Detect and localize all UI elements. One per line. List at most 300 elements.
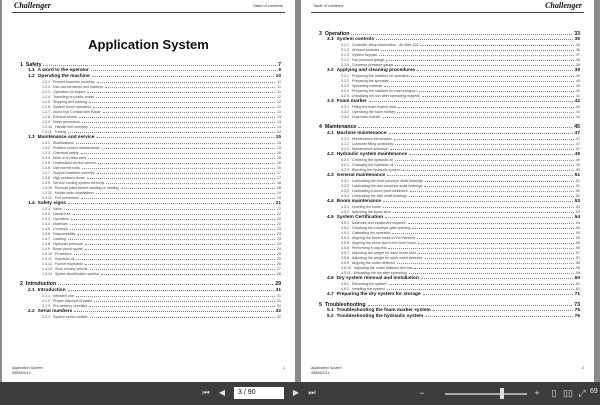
toc-entry-text: Unloading the bin after spreading (353, 270, 407, 275)
toc-entry-page: 26 (277, 262, 281, 267)
toc-entry-page: 42 (574, 99, 580, 105)
toc-entry-text: Support machine correctly (53, 171, 95, 176)
toc-leader-dots (397, 110, 574, 113)
page-footer (311, 366, 584, 376)
toc-entry-text: Procedure (55, 252, 72, 257)
toc-leader-dots (410, 189, 574, 192)
document-page-right (301, 0, 594, 382)
toc-entry[interactable] (20, 272, 281, 277)
toc-entry-number: 1 (20, 62, 23, 68)
toc-leader-dots (391, 79, 574, 82)
toc-entry-number: 1.4.12 (42, 262, 52, 267)
toc-leader-dots (105, 85, 275, 88)
toc-leader-dots (414, 266, 574, 269)
toc-entry-text: Work in a clean area (53, 156, 86, 161)
brand-logo: Challenger (14, 1, 51, 10)
toc-leader-dots (79, 115, 275, 118)
toc-entry-text: Use correct tools (53, 166, 80, 171)
page-number: 2 (582, 366, 584, 370)
toc-entry-page: 12 (277, 95, 281, 100)
toc-entry-number: 1.4.5 (42, 227, 50, 232)
toc-leader-dots (368, 303, 573, 306)
toc-entry-text: Controller setup information - Air Max 100 (352, 43, 419, 48)
toc-leader-dots (383, 115, 574, 118)
toc-leader-dots (398, 105, 574, 108)
toc-entry-number: 2.2.1 (42, 314, 50, 319)
toc-entry-number: 4.1.1 (341, 136, 349, 141)
toc-entry-text: Dual foam marker (352, 115, 381, 120)
toc-leader-dots (98, 161, 275, 164)
toc-entry-number: 4.2.2 (341, 162, 349, 167)
toc-leader-dots (97, 80, 276, 83)
toc-entry-text: Machine maintenance (336, 130, 387, 136)
toc-entry-text: Avoid Eye Contact with Radar (53, 110, 101, 115)
toc-entry-text: Conveyor pressure gauge (352, 63, 394, 68)
toc-entry-number: 2 (20, 281, 23, 288)
toc-entry-number: 4.5.1 (341, 220, 349, 225)
header-section-label: Table of contents (252, 3, 283, 8)
toc-entry-text: Practice correct maintenance (53, 146, 100, 151)
toc-entry-page: 61 (576, 281, 580, 286)
toc-entry-number: 1.2.7 (42, 110, 50, 115)
toc-entry-text: Conveyor (53, 227, 69, 232)
toc-leader-dots (418, 241, 574, 244)
toc-entry-text: Troubleshooting (324, 301, 366, 308)
toc-entry-page: 71 (574, 291, 580, 297)
toc-entry-page: 11 (277, 90, 281, 95)
toc-entry-text: Hydraulic oil (54, 257, 75, 262)
toc-entry-text: Changing the hydraulic oil (352, 162, 394, 167)
toc-leader-dots (387, 287, 574, 290)
toc-entry-text: Troubleshooting the hydraulic system (336, 314, 424, 320)
toc-entry-text: Adjusting the outlet deflector trim tab (354, 265, 413, 270)
toc-entry-page: 22 (277, 217, 281, 222)
toc-entry-number: 3.2 (327, 68, 334, 74)
toc-leader-dots (423, 292, 573, 295)
toc-entry-number: 1.3.6 (42, 166, 50, 171)
toc-entry-number: 1.2.11 (42, 130, 52, 135)
toc-leader-dots (358, 125, 572, 128)
zoom-slider-track[interactable] (445, 393, 527, 395)
toc-entry-number: 4 (319, 124, 322, 131)
toc-entry-number: 5 (319, 301, 322, 308)
toc-entry-page: 54 (574, 214, 580, 220)
toc-leader-dots (408, 221, 574, 224)
toc-entry-number: 3.1.2 (341, 48, 349, 53)
zoom-in-icon[interactable]: + (534, 388, 540, 398)
toc-leader-dots (64, 207, 275, 210)
toc-entry-text: Preparing the dry system for storage (336, 291, 421, 297)
last-page-icon[interactable]: ⏭ (308, 388, 316, 397)
toc-entry-page: 11 (277, 85, 281, 90)
toc-leader-dots (70, 227, 275, 230)
toc-entry-number: 2.1 (28, 287, 35, 293)
toc-entry-number: 4.5.7 (341, 250, 349, 255)
toc-entry-number: 3.2.2 (341, 79, 349, 84)
toc-entry-page: 13 (277, 120, 281, 125)
toc-leader-dots (412, 226, 574, 229)
toc-entry-text: Spreading material (352, 84, 383, 89)
toc-leader-dots (89, 100, 275, 103)
toc-entry-title (327, 292, 421, 298)
toc-leader-dots (385, 215, 573, 218)
toc-leader-dots (90, 267, 275, 270)
toc-leader-dots (68, 130, 275, 133)
toc-entry-text: Modifications (53, 141, 74, 146)
toc-entry-page: 14 (277, 125, 281, 130)
toc-entry-number: 1.3 (28, 135, 35, 141)
toc-leader-dots (409, 152, 573, 155)
toc-entry-number: 4.5.11 (341, 270, 351, 275)
footer-title: Application System (12, 366, 43, 370)
toc-leader-dots (101, 272, 275, 275)
toc-entry-text: Lubricating the front conveyor shaft bearings (352, 178, 423, 183)
toc-entry-number: 1.4.10 (42, 252, 52, 257)
toc-entry-number: 4.5.4 (341, 235, 349, 240)
toc-entry-text: Responsibility (53, 232, 76, 237)
toc-leader-dots (90, 315, 275, 318)
toc-entry-page: 23 (277, 237, 281, 242)
toc-entry-page: 59 (576, 270, 580, 275)
toc-entry-page: 35 (576, 43, 580, 48)
toc-entry-text: Adjusting the boom strut (352, 209, 391, 214)
toc-entry-number: 4.5.8 (341, 255, 349, 260)
toc-entry-page: 15 (277, 146, 281, 151)
toc-leader-dots (93, 105, 275, 108)
toc-entry-number: 4.5 (327, 214, 334, 220)
toc-entry-number: 1.3.12 (42, 196, 52, 201)
toc-leader-dots (390, 147, 574, 150)
toc-entry-title (341, 115, 381, 120)
toc-entry-number: 1.4.3 (42, 217, 50, 222)
toc-leader-dots (422, 94, 574, 97)
toc-entry-text: Calibrating the spreader (352, 230, 391, 235)
toc-entry-page: 56 (576, 240, 580, 245)
next-page-icon[interactable]: ▶ (292, 388, 300, 397)
toc-entry-text: Exhaust fumes (53, 115, 77, 120)
toc-entry-page: 22 (277, 222, 281, 227)
toc-leader-dots (76, 257, 275, 260)
toc-entry-number: 2.1.2 (42, 298, 50, 303)
toc-entry-text: Checking the hydraulic oil (352, 157, 393, 162)
toc-entry-text: Operation (53, 217, 69, 222)
toc-entry-text: Lubricating the idler shaft bearings (352, 193, 407, 198)
toc-entry-text: System keypad (352, 53, 377, 58)
toc-leader-dots (411, 74, 574, 77)
header-section-label: Table of contents (313, 3, 344, 8)
toc-entry-page: 35 (574, 37, 580, 43)
toc-leader-dots (383, 205, 574, 208)
toc-entry-number: 3.2.5 (341, 94, 349, 99)
toc-entry-page: 60 (574, 275, 580, 281)
toc-entry-number: 4.6.2 (341, 286, 349, 291)
toc-entry-number: 4.2 (327, 151, 334, 157)
toc-entry-number: 3.1.4 (341, 58, 349, 63)
toc-entry-page: 75 (574, 308, 580, 314)
toc-entry-number: 1.2.9 (42, 120, 50, 125)
toc-leader-dots (71, 217, 275, 220)
toc-entry[interactable] (319, 314, 580, 320)
toc-entry-page: 53 (576, 204, 580, 209)
toc-leader-dots (418, 251, 574, 254)
toc-leader-dots (97, 171, 275, 174)
toc-leader-dots (395, 63, 574, 66)
toc-leader-dots (421, 276, 573, 279)
toc-leader-dots (376, 37, 573, 40)
toc-entry-page: 24 (277, 242, 281, 247)
toc-entry-number: 1.3.4 (42, 156, 50, 161)
toc-entry-number: 4.5.10 (341, 265, 351, 270)
toc-entry-number: 1.3.11 (42, 191, 52, 196)
toc-entry-text: Aligning the outlet deflector (352, 260, 396, 265)
page-header (311, 0, 584, 13)
toc-entry-text: Adjusting the weight for each outlet deflector (352, 255, 423, 260)
toc-leader-dots (85, 242, 275, 245)
toc-entry-number: 2.2 (28, 308, 35, 314)
toc-leader-dots (96, 191, 275, 194)
toc-entry-page: 28 (277, 272, 281, 277)
fit-page-icon[interactable]: ⤢ (578, 388, 586, 398)
toc-entry-page: 31 (277, 303, 281, 308)
toc-entry-number: 3.2.4 (341, 89, 349, 94)
toc-leader-dots (369, 99, 573, 102)
toc-entry-number: 1.3.2 (42, 146, 50, 151)
toc-entry-text: Lubricant filling schedules (352, 141, 394, 146)
zoom-out-icon[interactable]: − (419, 388, 425, 398)
toc-entry-number: 1.2 (28, 74, 35, 80)
toc-entry-number: 4.5.3 (341, 230, 349, 235)
toc-entry-page: 55 (576, 235, 580, 240)
toc-leader-dots (82, 166, 275, 169)
toc-entry-text: Maintenance introduction (352, 136, 393, 141)
toc-entry-page: 9 (278, 68, 281, 74)
toc-leader-dots (76, 294, 275, 297)
toc-entry-page: 76 (574, 314, 580, 320)
toc-leader-dots (68, 201, 274, 204)
toc-leader-dots (68, 288, 274, 291)
toc-leader-dots (121, 186, 275, 189)
toc-entry-title (327, 314, 423, 320)
toc-entry-page: 31 (275, 287, 281, 293)
toc-entry-page: 54 (576, 230, 580, 235)
toc-entry-text: Lubricating a boom pivot weldment (352, 188, 408, 193)
toc-leader-dots (383, 199, 573, 202)
toc-entry-text: Safety (25, 62, 42, 68)
toc-entry-number: 1.3.7 (42, 171, 50, 176)
toc-leader-dots (389, 131, 573, 134)
toc-leader-dots (409, 271, 574, 274)
toc-entry-page: 23 (277, 232, 281, 237)
toc-leader-dots (379, 53, 574, 56)
toc-leader-dots (424, 184, 574, 187)
toc-entry-text: Adjusting the weight for each boom tube (352, 250, 417, 255)
toc-entry-page: 42 (576, 105, 580, 110)
toc-entry-text: Materials and equipment required (352, 220, 406, 225)
toc-leader-dots (74, 309, 273, 312)
toc-entry-page: 32 (277, 314, 281, 319)
toc-entry-text: Foam marker (336, 99, 367, 105)
toc-entry-number: 1.3.10 (42, 186, 52, 191)
toc-leader-dots (395, 163, 574, 166)
toc-entry[interactable] (319, 292, 580, 298)
toc-entry-text: Operating the machine (37, 74, 90, 80)
toc-entry-text: Chemical safety (53, 151, 79, 156)
toc-entry-number: 4.1 (327, 130, 334, 136)
toc-leader-dots (91, 68, 276, 71)
toc-entry-text: Removing the system (352, 281, 387, 286)
toc-entry-text: A word to the operator (37, 68, 89, 74)
toc-entry-page: 15 (275, 135, 281, 141)
toc-entry-text: Armrest switches (352, 48, 380, 53)
toc-entry-number: 4.5.5 (341, 240, 349, 245)
footer-title: Application System (311, 366, 342, 370)
toc-leader-dots (420, 43, 574, 46)
toc-entry-text: Bleeding the hydraulic system (352, 167, 400, 172)
toc-entry-page: 19 (277, 196, 281, 201)
toc-entry-page: 15 (277, 141, 281, 146)
toc-leader-dots (77, 232, 275, 235)
toc-entry-page: 51 (576, 183, 580, 188)
toc-entry-number: 1.4.7 (42, 237, 50, 242)
toc-entry-page: 42 (576, 110, 580, 115)
toc-entry-text: Checking the conveyor gate opening (352, 225, 411, 230)
toc-leader-dots (87, 176, 275, 179)
toc-entry-text: Loading (53, 237, 66, 242)
toc-entry-page: 16 (277, 166, 281, 171)
toc-entry-page: 40 (576, 79, 580, 84)
toc-entry-text: Preparing the spreader (352, 79, 389, 84)
toc-entry-text: Aligning the boom tips to the inner boom (352, 240, 417, 245)
toc-entry-page: 25 (277, 257, 281, 262)
page-number-input[interactable]: 3 / 90 (234, 387, 284, 399)
toc-entry-number: 4.4.2 (341, 209, 349, 214)
toc-entry-number: 4.7 (327, 291, 334, 297)
footer-code: 598992D14 (12, 371, 31, 375)
viewer-toolbar (0, 382, 600, 405)
toc-leader-dots (402, 168, 574, 171)
toc-entry-page: 52 (576, 193, 580, 198)
table-of-contents (319, 31, 580, 320)
toc-entry-text: Prevent machine runaway (53, 80, 95, 85)
toc-entry-page: 16 (277, 161, 281, 166)
toc-entry-number: 1.4.9 (42, 247, 50, 252)
toc-entry-text: Materials (53, 222, 68, 227)
brand-logo: Challenger (545, 1, 582, 10)
toc-entry-page: 7 (278, 62, 281, 68)
toc-leader-dots (425, 179, 574, 182)
toc-entry-page: 38 (576, 58, 580, 63)
toc-entry-page: 49 (574, 151, 580, 157)
toc-entry-page: 29 (275, 281, 281, 288)
toc-entry-number: 4.6 (327, 275, 334, 281)
toc-leader-dots (392, 231, 574, 234)
toc-leader-dots (409, 194, 574, 197)
toc-entry-number: 1.4 (28, 201, 35, 207)
toc-entry-page: 27 (277, 267, 281, 272)
toc-entry-text: Mobile radio installations (54, 191, 95, 196)
toc-entry-text: Preparing the machine for road transport (352, 89, 417, 94)
toc-entry-page: 13 (277, 115, 281, 120)
zoom-slider-handle[interactable] (500, 388, 504, 399)
toc-leader-dots (417, 68, 572, 71)
toc-entry-text: Fire prevention (55, 196, 79, 201)
toc-entry-number: 4.5.2 (341, 225, 349, 230)
toc-leader-dots (395, 158, 574, 161)
toc-entry-text: Maintenance schedule (352, 146, 388, 151)
toc-entry[interactable] (319, 115, 580, 120)
toc-leader-dots (417, 236, 574, 239)
toc-entry-page: 32 (275, 308, 281, 314)
toc-entry-text: System boom operation (53, 105, 91, 110)
toc-entry-page: 39 (576, 74, 580, 79)
toc-entry-text: Preparing the machine for operation (352, 74, 410, 79)
toc-entry-text: Maintenance (324, 124, 357, 131)
toc-entry-number: 2.1.3 (42, 303, 50, 308)
toc-entry-number: 4.4.1 (341, 204, 349, 209)
toc-entry-page: 49 (576, 162, 580, 167)
toc-entry-text: Funnel inspection (55, 262, 84, 267)
toc-entry-number: 5.1 (327, 308, 334, 314)
toc-entry-number: 3.3.2 (341, 110, 349, 115)
toc-leader-dots (106, 181, 275, 184)
toc-entry-text: General maintenance (336, 172, 386, 178)
toc-leader-dots (397, 261, 574, 264)
toc-entry-text: Proper disposal of waste (53, 298, 93, 303)
toc-entry-text: System Certification (336, 214, 384, 220)
toc-entry-number: 4.6.1 (341, 281, 349, 286)
two-page-view-icon[interactable]: ▯▯ (563, 388, 573, 398)
toc-entry-number: 1.2.3 (42, 90, 50, 95)
toc-entry-number: 1.3.1 (42, 141, 50, 146)
toc-entry-text: Remove paint before welding or heating (55, 186, 119, 191)
toc-entry-page: 73 (574, 301, 580, 308)
toc-entry-text: Performing a bag test (352, 245, 387, 250)
toc-entry-page: 51 (576, 178, 580, 183)
toc-entry-text: Use correct lamps and markers (53, 85, 103, 90)
toc-entry-number: 4.5.9 (341, 260, 349, 265)
toc-leader-dots (102, 146, 275, 149)
toc-entry-number: 1.4.2 (42, 212, 50, 217)
toc-entry-text: Dry system removal and installation (336, 275, 419, 281)
toc-entry-number: 3.1.1 (341, 43, 349, 48)
toc-entry-page: 17 (277, 176, 281, 181)
toc-entry-number: 1.2.8 (42, 115, 50, 120)
toc-leader-dots (96, 95, 275, 98)
toc-entry-page: 47 (574, 130, 580, 136)
toc-entry-page: 12 (277, 100, 281, 105)
toc-leader-dots (381, 48, 574, 51)
toc-entry-text: Towing (54, 130, 66, 135)
toc-entry-page: 36 (576, 48, 580, 53)
toc-leader-dots (425, 256, 574, 259)
toc-leader-dots (43, 63, 276, 66)
toc-entry-number: 3.1.3 (341, 53, 349, 58)
first-page-icon[interactable]: ⏮ (202, 388, 210, 397)
previous-page-icon[interactable]: ◀ (218, 388, 226, 397)
toc-leader-dots (386, 58, 574, 61)
single-page-view-icon[interactable]: ▯ (551, 388, 557, 398)
toc-leader-dots (419, 89, 574, 92)
toc-entry-number: 1.4.14 (42, 272, 52, 277)
toc-entry-page: 31 (277, 293, 281, 298)
toc-entry-text: Safety signs (37, 201, 66, 207)
toc-entry[interactable] (20, 315, 281, 320)
toc-entry-page: 52 (576, 188, 580, 193)
document-page-left (2, 0, 295, 382)
toc-leader-dots (389, 282, 574, 285)
toc-leader-dots (81, 196, 275, 199)
toc-entry-page: 51 (574, 172, 580, 178)
